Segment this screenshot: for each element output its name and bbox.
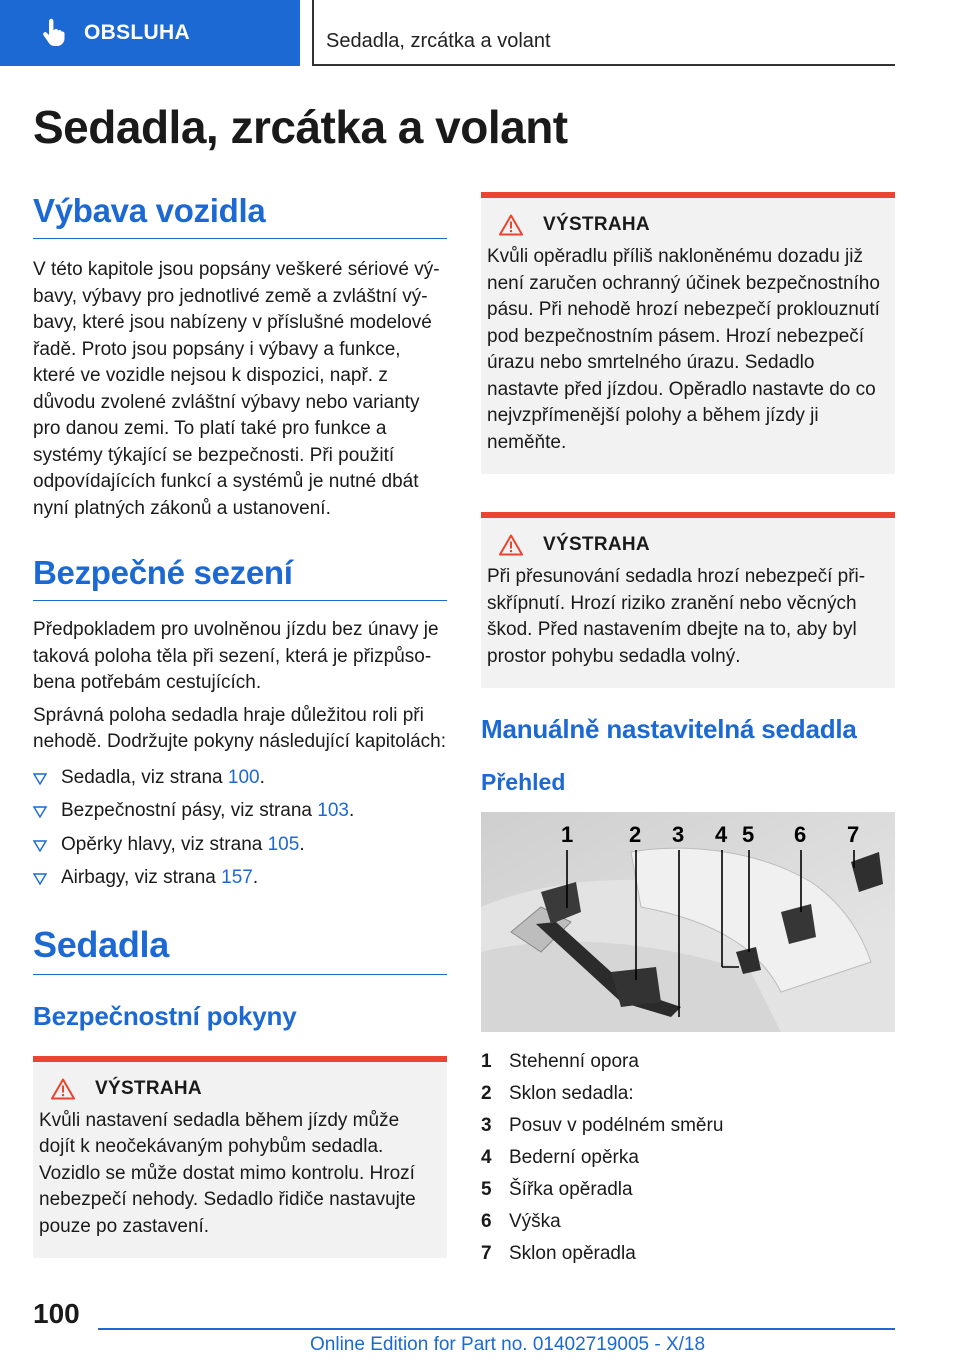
warning-title: VÝSTRAHA <box>95 1077 202 1099</box>
heading-equipment: Výbava vozidla <box>33 192 447 239</box>
page-link-airbags[interactable]: 157 <box>221 867 253 888</box>
seat-illustration <box>481 812 895 1032</box>
left-column <box>33 192 447 1258</box>
warning-box <box>481 192 895 474</box>
callout-number: 3 <box>672 822 685 847</box>
triangle-bullet-icon <box>33 840 47 852</box>
warning-triangle-icon <box>499 214 523 236</box>
legend-item: 7 Sklon opěradla <box>481 1243 636 1264</box>
warning-title: VÝSTRAHA <box>543 534 650 555</box>
section-tab-label: OBSLUHA <box>84 21 190 44</box>
list-item: Sedadla, viz strana 100. <box>33 765 447 792</box>
warning-box <box>33 1056 447 1259</box>
callout-number: 5 <box>742 822 755 847</box>
reference-list <box>33 765 447 892</box>
heading-seats: Sedadla <box>33 924 447 975</box>
list-item: Airbagy, viz strana 157. <box>33 865 447 892</box>
warning-title: VÝSTRAHA <box>543 214 650 235</box>
warning-text: Při přesunování sedadla hrozí nebezpečí přiskřípnutí. Hrozí riziko zranění nebo věcných škod. Před nastavením dbejte na to, aby byl prostor pohybu sedadla volný. <box>487 566 866 667</box>
page-link-seats[interactable]: 100 <box>227 766 260 788</box>
page-title: Sedadla, zrcátka a volant <box>33 101 568 153</box>
warning-box <box>481 512 895 688</box>
callout-number: 2 <box>629 822 642 847</box>
paragraph-safe-seating-2: Správná poloha sedadla hraje důležitou roli při nehodě. Dodržujte pokyny následující kapitolách: <box>33 704 446 752</box>
legend-item: 2 Sklon sedadla: <box>481 1083 634 1104</box>
legend-item: 5 Šířka opěradla <box>481 1179 633 1200</box>
warning-triangle-icon <box>51 1078 75 1100</box>
footer-edition: Online Edition for Part no. 01402719005 - X/18 <box>310 1334 706 1355</box>
section-tab[interactable] <box>0 0 300 66</box>
warning-text: Kvůli opěradlu příliš nakloněnému dozadu již není zaručen ochranný účinek bezpečnostního pásu. Při nehodě hrozí nebezpečí proklouznutí pod bezpečnostním pásem. Hrozí nebezpečí úrazu nebo smrtelného úrazu. Sedadlo nastavte před jízdou. Opěradlo nastavte do co nejvzpřímenější polohy a během jízdy ji neměňte. <box>487 246 880 453</box>
heading-manual-seats: Manuálně nastavitelná sedadla <box>481 714 857 744</box>
page-link-headrests[interactable]: 105 <box>267 833 300 855</box>
list-item: Opěrky hlavy, viz strana 105. <box>33 832 447 859</box>
figure-legend <box>481 1046 895 1270</box>
page-number: 100 <box>33 1298 80 1329</box>
triangle-bullet-icon <box>33 773 47 785</box>
callout-number: 1 <box>561 822 574 847</box>
hand-pointer-icon <box>38 18 68 48</box>
page-link-belts[interactable]: 103 <box>317 800 349 821</box>
callout-number: 4 <box>715 822 728 847</box>
triangle-bullet-icon <box>33 806 47 818</box>
heading-safety-notes: Bezpečnostní pokyny <box>33 1000 297 1031</box>
heading-safe-seating: Bezpečné sezení <box>33 554 447 601</box>
header-section-title: Sedadla, zrcátka a volant <box>326 30 551 52</box>
heading-overview: Přehled <box>481 769 566 795</box>
warning-triangle-icon <box>499 534 523 556</box>
callout-number: 7 <box>847 822 860 847</box>
paragraph-equipment: V této kapitole jsou popsány veškeré sériové výbavy, výbavy pro jednotlivé země a zvláštní výbavy, které jsou nabízeny v příslušné modelové řadě. Proto jsou popsány i výbavy a funkce, které ve vozidle nejsou k dispozici, např. z důvodu zvolené zvláštní výbavy nebo varianty pro danou zemi. To platí také pro funkce a systémy týkající se bezpečnosti. Při použití odpovídajících funkcí a systémů je nutné dbát nyní platných zákonů a ustanovení. <box>33 259 440 519</box>
triangle-bullet-icon <box>33 873 47 885</box>
paragraph-safe-seating-1: Předpokladem pro uvolněnou jízdu bez únavy je taková poloha těla při sezení, která je přizpůsobena potřebám cestujících. <box>33 619 439 693</box>
right-column <box>481 192 895 1270</box>
header-rule <box>312 64 895 66</box>
list-item: Bezpečnostní pásy, viz strana 103. <box>33 798 447 825</box>
legend-item: 3 Posuv v podélném směru <box>481 1115 724 1136</box>
legend-item: 1 Stehenní opora <box>481 1051 639 1072</box>
warning-text: Kvůli nastavení sedadla během jízdy může dojít k neočekávaným pohybům sedadla. Vozidlo se může dostat mimo kontrolu. Hrozí nebezpečí nehody. Sedadlo řidiče nastavujte pouze po zastavení. <box>39 1109 416 1237</box>
legend-item: 6 Výška <box>481 1211 561 1232</box>
header-divider <box>312 0 314 66</box>
footer-rule <box>98 1328 895 1330</box>
callout-number: 6 <box>794 822 807 847</box>
seat-controls-figure <box>481 812 895 1032</box>
legend-item: 4 Bederní opěrka <box>481 1147 639 1168</box>
